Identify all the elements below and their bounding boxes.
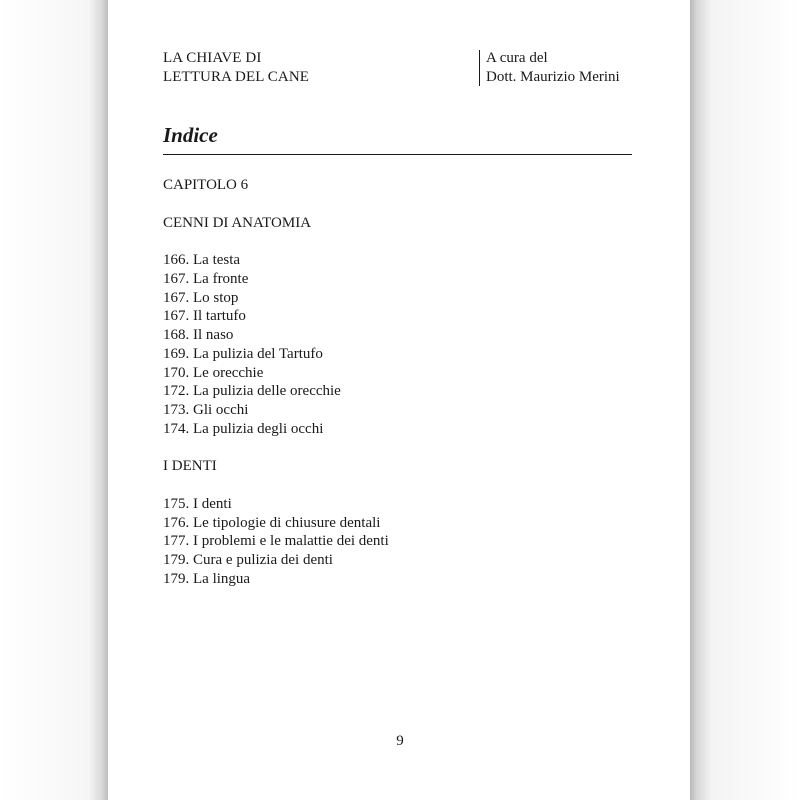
toc-entry: 175. I denti: [163, 495, 232, 512]
page-number: 9: [396, 733, 404, 749]
section-heading: CENNI DI ANATOMIA: [163, 214, 312, 231]
toc-entry: 179. Cura e pulizia dei denti: [163, 552, 333, 568]
toc-entry: 172. La pulizia delle orecchie: [163, 383, 341, 400]
book-title-line: LA CHIAVE DI: [163, 50, 262, 66]
toc-entry: 166. La testa: [163, 252, 241, 268]
right-page-edge: [690, 0, 800, 800]
chapter-heading: CAPITOLO 6: [163, 177, 249, 193]
running-header-author: [486, 49, 620, 87]
author-line: A cura del: [486, 50, 548, 66]
table-of-contents: [163, 176, 389, 589]
title-rule: [163, 154, 632, 155]
author-line: Dott. Maurizio Merini: [486, 69, 620, 85]
book-title-line: LETTURA DEL CANE: [163, 69, 310, 85]
toc-entry: 167. Il tartufo: [163, 308, 246, 325]
toc-entry: 167. La fronte: [163, 270, 249, 287]
toc-entry: 177. I problemi e le malattie dei denti: [163, 533, 389, 550]
toc-entry: 169. La pulizia del Tartufo: [163, 345, 323, 362]
header-divider: [479, 50, 480, 86]
left-page-edge: [0, 0, 108, 800]
toc-entry: 167. Lo stop: [163, 289, 239, 306]
index-title: Indice: [163, 123, 218, 147]
toc-entry: 176. Le tipologie di chiusure dentali: [163, 514, 381, 531]
toc-entry: 173. Gli occhi: [163, 402, 249, 418]
toc-entry: 174. La pulizia degli occhi: [163, 420, 324, 437]
toc-entry: 170. Le orecchie: [163, 364, 264, 381]
toc-entry: 168. Il naso: [163, 327, 234, 343]
section-heading: I DENTI: [163, 458, 217, 475]
running-header-book-title: [163, 49, 309, 87]
toc-entry: 179. La lingua: [163, 570, 251, 587]
